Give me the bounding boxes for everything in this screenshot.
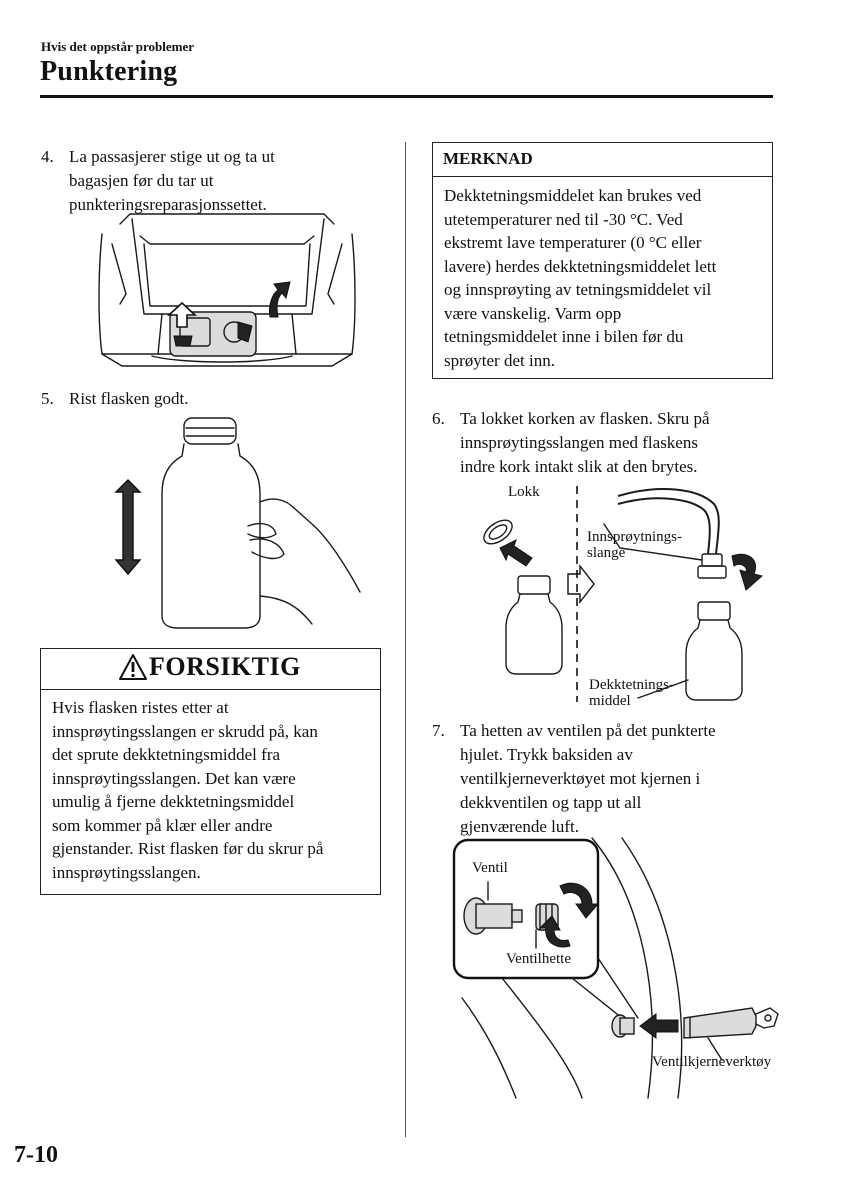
- step-line: Ta lokket korken av flasken. Skru på: [460, 409, 710, 428]
- note-line: utetemperaturer ned til -30 °C. Ved: [444, 209, 683, 229]
- up-arrow-icon: [500, 540, 532, 566]
- step-line: La passasjerer stige ut og ta ut: [69, 147, 275, 166]
- note-box: [432, 142, 773, 379]
- shake-arrow-icon: [116, 480, 140, 574]
- bottle-hose-illustration: [478, 484, 778, 706]
- caution-line: innsprøytingsslangen.: [52, 862, 201, 882]
- step-line: innsprøytingsslangen med flaskens: [460, 433, 698, 452]
- warning-triangle-icon: [118, 653, 148, 681]
- step-line: gjenværende luft.: [460, 817, 579, 836]
- up-arrow-icon: [264, 278, 292, 318]
- note-line: sprøyter det inn.: [444, 350, 555, 370]
- caution-line: Hvis flasken ristes etter at: [52, 698, 229, 717]
- step-4: [41, 145, 401, 217]
- trunk-illustration: [92, 214, 362, 370]
- hose-label-line: Innsprøytnings-: [587, 529, 682, 545]
- step-number: 6.: [432, 409, 445, 428]
- bottle-shake-illustration: [98, 416, 368, 632]
- step-line: punkteringsreparasjonssettet.: [69, 195, 267, 214]
- rotate-arrow-icon: [732, 554, 762, 590]
- caution-line: umulig å fjerne dekktetningsmiddel: [52, 792, 295, 811]
- cap-label: Lokk: [508, 484, 540, 500]
- step-line: bagasjen før du tar ut: [69, 171, 214, 190]
- caution-line: det sprute dekktetningsmiddel fra: [52, 745, 281, 764]
- sealant-label-line: middel: [589, 693, 631, 709]
- title-rule: [40, 95, 773, 98]
- step-number: 7.: [432, 721, 445, 740]
- valve-cap-label: Ventilhette: [506, 951, 571, 967]
- step-line: indre kork intakt slik at den brytes.: [460, 457, 698, 476]
- step-7: [432, 719, 792, 839]
- left-arrow-icon: [640, 1014, 678, 1038]
- caution-line: gjenstander. Rist flasken før du skrur på: [52, 839, 324, 858]
- right-arrow-icon: [568, 566, 594, 602]
- step-line: dekkventilen og tapp ut all: [460, 793, 642, 812]
- step-line: hjulet. Trykk baksiden av: [460, 745, 633, 764]
- note-heading: MERKNAD: [433, 143, 772, 177]
- tool-label: Ventilkjerneverktøy: [652, 1054, 772, 1070]
- caution-header: [41, 649, 380, 690]
- sealant-label: [589, 677, 674, 709]
- column-divider: [405, 142, 406, 1137]
- caution-line: innsprøytingsslangen er skrudd på, kan: [52, 721, 318, 741]
- caution-line: innsprøytingsslangen. Det kan være: [52, 768, 296, 788]
- note-line: være vanskelig. Varm opp: [444, 303, 622, 323]
- sealant-label-line: Dekktetnings-: [589, 677, 674, 693]
- page-title: Punktering: [40, 56, 178, 87]
- step-number: 5.: [41, 389, 54, 408]
- note-line: ekstremt lave temperaturer (0 °C eller: [444, 233, 702, 252]
- note-line: Dekktetningsmiddelet kan brukes ved: [444, 186, 702, 205]
- section-label: Hvis det oppstår problemer: [41, 39, 194, 54]
- step-6: [432, 407, 792, 479]
- step-line: ventilkjerneverktøyet mot kjernen i: [460, 769, 701, 788]
- note-text: [444, 184, 769, 372]
- step-5: [41, 387, 401, 411]
- step-line: Rist flasken godt.: [69, 389, 189, 408]
- note-line: og innsprøyting av tetningsmiddelet vil: [444, 280, 712, 299]
- up-arrow-icon: [168, 302, 196, 328]
- step-line: Ta hetten av ventilen på det punkterte: [460, 721, 716, 740]
- caution-heading: FORSIKTIG: [149, 652, 301, 681]
- caution-text: [52, 696, 377, 884]
- note-line: lavere) herdes dekktetningsmiddelet lett: [444, 256, 717, 276]
- caution-line: som kommer på klær eller andre: [52, 815, 273, 835]
- caution-box: [40, 648, 381, 895]
- note-line: tetningsmiddelet inne i bilen før du: [444, 327, 684, 346]
- hose-label: [587, 529, 682, 561]
- hose-label-line: slange: [587, 545, 626, 561]
- step-number: 4.: [41, 147, 54, 166]
- valve-label: Ventil: [472, 860, 508, 876]
- page-number: 7-10: [14, 1142, 58, 1168]
